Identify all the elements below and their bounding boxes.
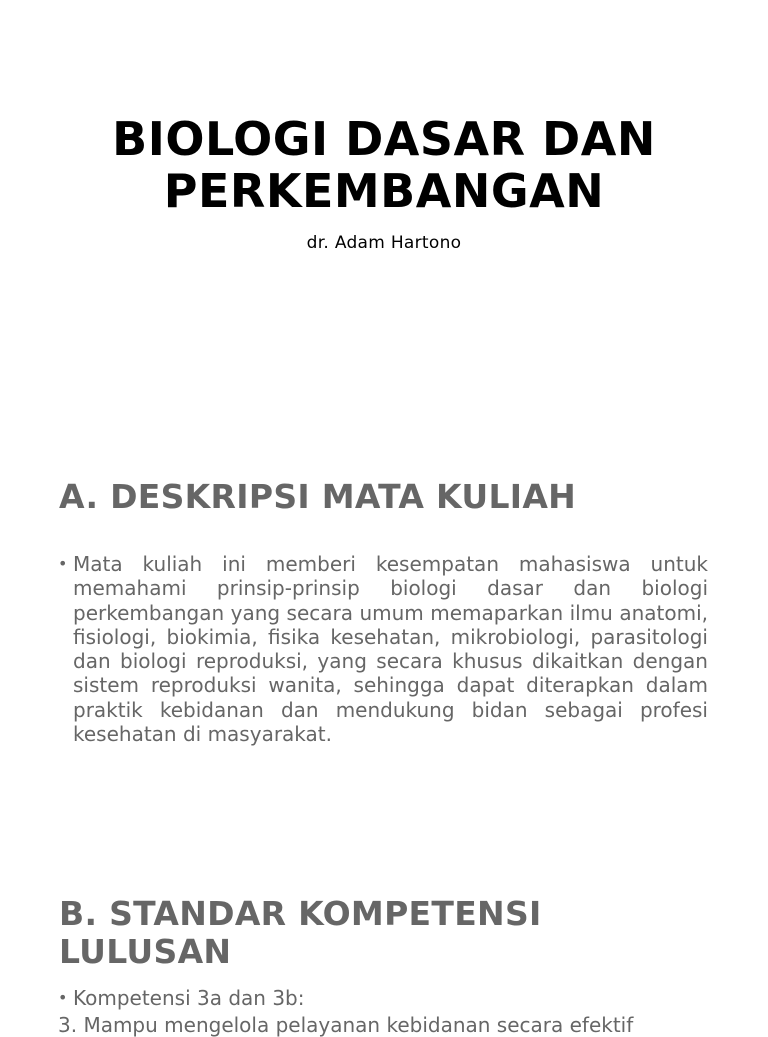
competency-heading-line-1: B. STANDAR KOMPETENSI xyxy=(59,894,542,933)
bullet-dot-icon: • xyxy=(58,988,68,1007)
numbered-item-partial: 3. Mampu mengelola pelayanan kebidanan secara efektif xyxy=(58,1013,634,1037)
competency-bullet-list xyxy=(58,986,708,1010)
section-heading-competency xyxy=(59,895,659,971)
author-name: dr. Adam Hartono xyxy=(306,233,462,253)
section-heading-description: A. DESKRIPSI MATA KULIAH xyxy=(59,477,577,516)
description-bullet-list xyxy=(58,552,708,746)
bullet-dot-icon: • xyxy=(58,554,68,573)
competency-heading-line-2: LULUSAN xyxy=(59,932,232,971)
competency-text: Kompetensi 3a dan 3b: xyxy=(73,986,305,1010)
list-item xyxy=(58,552,708,746)
description-text: Mata kuliah ini memberi kesempatan mahasiswa untuk memahami prinsip-prinsip biologi dasar dan biologi perkembangan yang secara umum memaparkan ilmu anatomi, fisiologi, biokimia, fisika kesehatan, mikrobiologi, parasitologi dan biologi reproduksi, yang secara khusus dikaitkan dengan sistem reproduksi wanita, sehingga dapat diterapkan dalam praktik kebidanan dan mendukung bidan sebagai profesi kesehatan di masyarakat. xyxy=(73,552,708,747)
list-item xyxy=(58,986,708,1010)
title-line-2: PERKEMBANGAN xyxy=(163,164,605,218)
title-line-1: BIOLOGI DASAR DAN xyxy=(112,112,656,166)
title-slide xyxy=(0,113,768,254)
presentation-title xyxy=(0,113,768,217)
